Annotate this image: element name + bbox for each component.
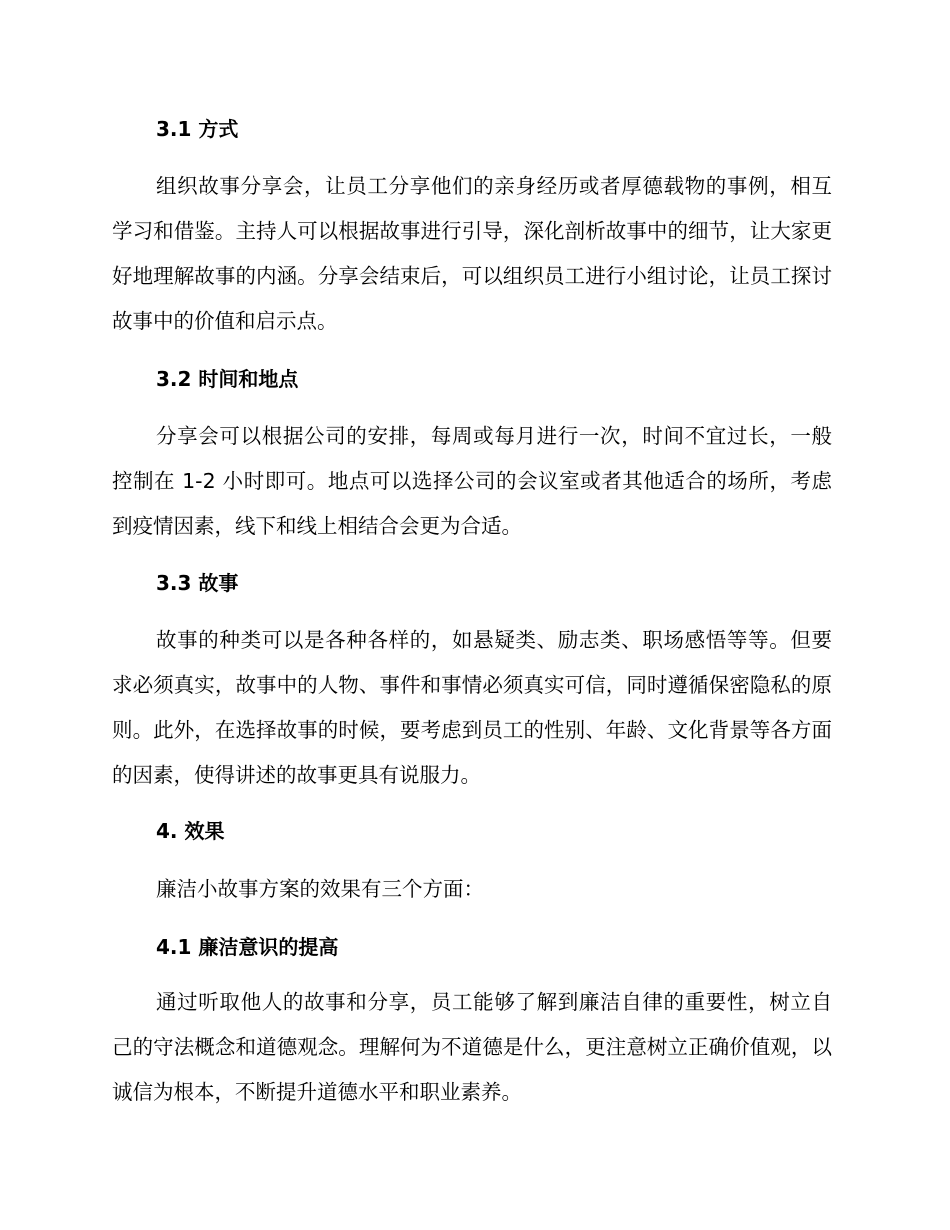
section-4-heading: 4. 效果: [156, 819, 225, 843]
section-4-1-paragraph: 通过听取他人的故事和分享，员工能够了解到廉洁自律的重要性，树立自己的守法概念和道德观念。理解何为不道德是什么，更注意树立正确价值观，以诚信为根本，不断提升道德水平和职业素养。: [112, 990, 832, 1104]
section-3-3-heading: 3.3 故事: [156, 571, 239, 595]
section-3-3-paragraph: 故事的种类可以是各种各样的，如悬疑类、励志类、职场感悟等等。但要求必须真实，故事中的人物、事件和事情必须真实可信，同时遵循保密隐私的原则。此外，在选择故事的时候，要考虑到员工的性别、年龄、文化背景等各方面的因素，使得讲述的故事更具有说服力。: [112, 628, 832, 787]
section-3-2-paragraph: 分享会可以根据公司的安排，每周或每月进行一次，时间不宜过长，一般控制在 1-2 小时即可。地点可以选择公司的会议室或者其他适合的场所，考虑到疫情因素，线下和线上相结合会更为合适。: [112, 424, 832, 538]
section-4-intro: 廉洁小故事方案的效果有三个方面：: [156, 877, 484, 901]
section-3-1-paragraph: 组织故事分享会，让员工分享他们的亲身经历或者厚德载物的事例，相互学习和借鉴。主持人可以根据故事进行引导，深化剖析故事中的细节，让大家更好地理解故事的内涵。分享会结束后，可以组织员工进行小组讨论，让员工探讨故事中的价值和启示点。: [112, 174, 832, 333]
section-3-2-heading: 3.2 时间和地点: [156, 367, 299, 391]
section-3-1-heading: 3.1 方式: [156, 117, 239, 141]
section-4-1-heading: 4.1 廉洁意识的提高: [156, 935, 339, 959]
